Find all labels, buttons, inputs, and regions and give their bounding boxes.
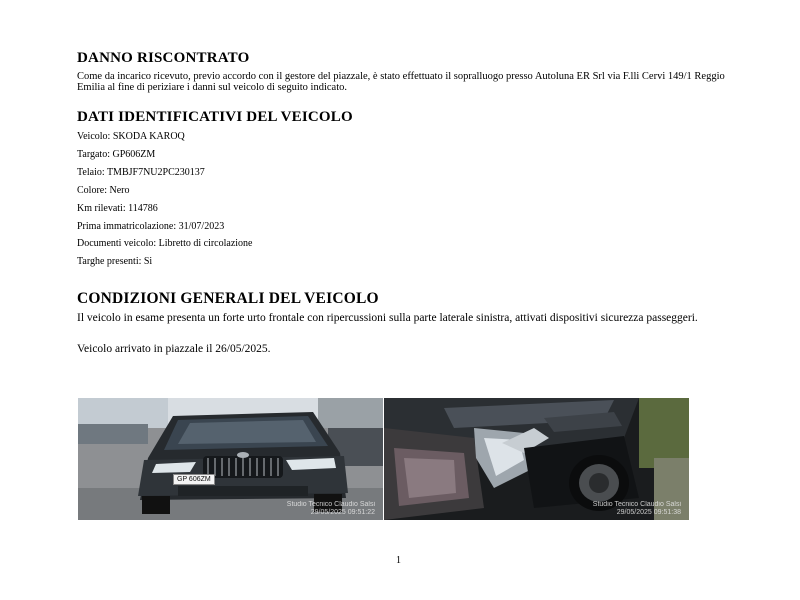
section-title-damage: DANNO RISCONTRATO [77, 50, 250, 66]
field-color: Colore: Nero [77, 185, 130, 196]
field-chassis: Telaio: TMBJF7NU2PC230137 [77, 167, 205, 178]
conditions-paragraph: Il veicolo in esame presenta un forte urto frontale con ripercussioni sulla parte laterale sinistra, attivati dispositivi sicurezza passeggeri. [77, 312, 698, 324]
section-title-conditions: CONDIZIONI GENERALI DEL VEICOLO [77, 290, 379, 307]
vehicle-damage-photo [384, 398, 689, 520]
field-documents: Documenti veicolo: Libretto di circolazione [77, 238, 253, 249]
field-registration-date: Prima immatricolazione: 31/07/2023 [77, 221, 225, 232]
photo-watermark [287, 501, 375, 517]
page-number: 1 [396, 555, 401, 566]
vehicle-front-photo [78, 398, 383, 520]
field-plates-present: Targhe presenti: Si [77, 256, 153, 267]
license-plate: GP 606ZM [173, 474, 215, 485]
watermark-studio: Studio Tecnico Claudio Salsi [592, 501, 681, 508]
photo-watermark [593, 501, 681, 517]
watermark-timestamp: 29/05/2025 09:51:22 [310, 509, 375, 516]
damage-paragraph: Come da incarico ricevuto, previo accordo con il gestore del piazzale, è stato effettuato il sopralluogo presso Autoluna ER Srl via F.lli Cervi 149/1 Reggio Emilia al fine di periziare i danni sul veicolo di seguito indicato. [77, 71, 725, 93]
arrival-paragraph: Veicolo arrivato in piazzale il 26/05/2025. [77, 343, 271, 355]
field-vehicle: Veicolo: SKODA KAROQ [77, 131, 185, 142]
section-title-vehicle-data: DATI IDENTIFICATIVI DEL VEICOLO [77, 109, 353, 125]
field-plate: Targato: GP606ZM [77, 149, 156, 160]
watermark-timestamp: 29/05/2025 09:51:38 [616, 509, 681, 516]
field-mileage: Km rilevati: 114786 [77, 203, 158, 214]
watermark-studio: Studio Tecnico Claudio Salsi [286, 501, 375, 508]
